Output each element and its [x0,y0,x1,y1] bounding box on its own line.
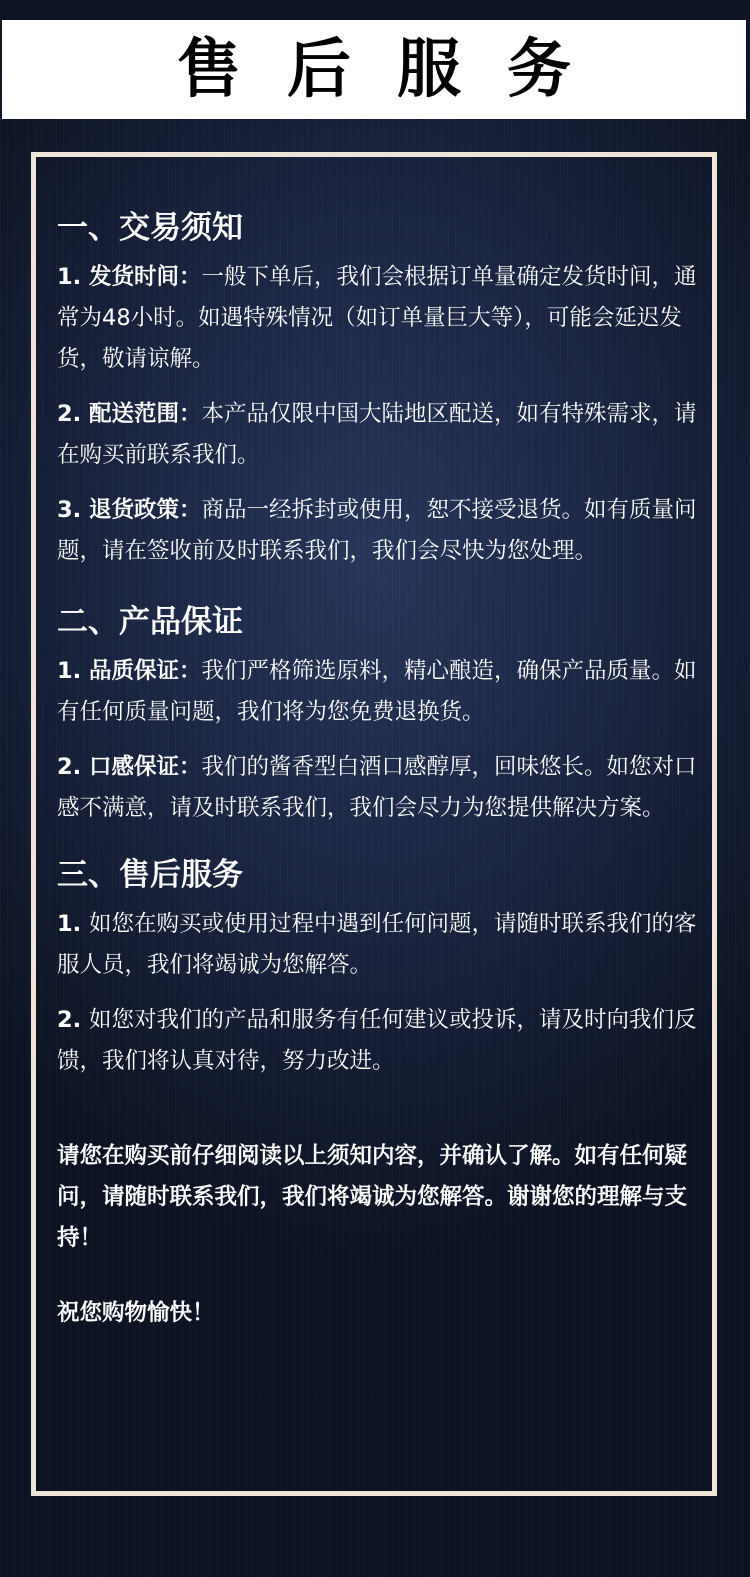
item-label: 1. 品质保证： [57,658,202,684]
list-item [57,490,697,572]
list-item [57,1000,697,1082]
item-text: 我们严格筛选原料，精心酿造，确保产品质量。如有任何质量问题，我们将为您免费退换货。 [57,658,697,725]
list-item [57,257,697,380]
page-title: 售后服务 [177,31,617,107]
item-label: 2. 配送范围： [57,401,202,427]
list-item [57,394,697,476]
item-text: 本产品仅限中国大陆地区配送，如有特殊需求，请在购买前联系我们。 [57,401,697,468]
section-title: 一、交易须知 [57,210,243,246]
section-trade-notice [57,208,697,572]
closing-wish: 祝您购物愉快！ [57,1300,215,1326]
section-product-guarantee [57,602,697,829]
list-item [57,651,697,733]
list-item [57,747,697,829]
closing-note: 请您在购买前仔细阅读以上须知内容，并确认了解。如有任何疑问，请随时联系我们，我们将竭诚为您解答。谢谢您的理解与支持！ [57,1143,688,1251]
item-label: 1. 发货时间： [57,264,202,290]
section-title: 二、产品保证 [57,604,243,640]
item-text: 如您对我们的产品和服务有任何建议或投诉，请及时向我们反馈，我们将认真对待，努力改进。 [57,1007,697,1074]
list-item [57,904,697,986]
item-label: 3. 退货政策： [57,497,202,523]
item-label: 2. 口感保证： [57,754,202,780]
item-text: 商品一经拆封或使用，恕不接受退货。如有质量问题，请在签收前及时联系我们，我们会尽快为您处理。 [57,497,697,564]
item-text: 我们的酱香型白酒口感醇厚，回味悠长。如您对口感不满意，请及时联系我们，我们会尽力为您提供解决方案。 [57,754,697,821]
section-after-sales [57,855,697,1082]
item-text: 如您在购买或使用过程中遇到任何问题，请随时联系我们的客服人员，我们将竭诚为您解答。 [57,911,697,978]
section-title: 三、售后服务 [57,857,243,893]
top-strip [0,0,750,20]
item-label: 2. [57,1007,90,1033]
content-body [57,208,697,1334]
item-text: 一般下单后，我们会根据订单量确定发货时间，通常为48小时。如遇特殊情况（如订单量巨大等），可能会延迟发货，敬请谅解。 [57,264,697,372]
header-banner [2,20,746,119]
item-label: 1. [57,911,90,937]
